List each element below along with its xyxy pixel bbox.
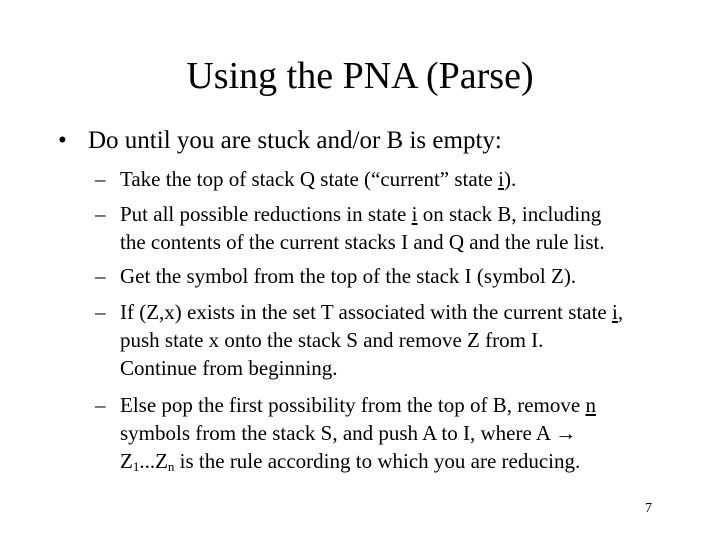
sub-bullet-4-text: [120, 298, 710, 382]
page-number: 7: [645, 501, 652, 516]
text-run: If (Z,x) exists in the set T associated with the current state: [120, 300, 613, 324]
state-i-underlined: i: [411, 202, 418, 226]
subscript-1: 1: [132, 459, 140, 474]
text-line: Continue from beginning.: [120, 356, 338, 380]
text-line: Get the symbol from the top of the stack I (symbol Z).: [120, 264, 577, 288]
bullet-marker: •: [58, 127, 67, 154]
slide-title: Using the PNA (Parse): [186, 55, 534, 97]
text-line: push state x onto the stack S and remove Z from I.: [120, 328, 544, 352]
text-run: Z: [120, 449, 133, 473]
sub-bullet-5-text: [120, 391, 710, 475]
text-run: ).: [503, 167, 517, 191]
dash-marker: –: [95, 202, 106, 226]
dash-marker: –: [95, 393, 106, 417]
dash-marker: –: [95, 167, 106, 191]
text-line: the contents of the current stacks I and Q and the rule list.: [120, 230, 605, 254]
sub-bullet-3-text: [120, 262, 710, 290]
text-run: Put all possible reductions in state: [120, 202, 412, 226]
main-bullet-text: Do until you are stuck and/or B is empty:: [88, 127, 502, 154]
text-run: is the rule according to which you are reducing.: [174, 449, 581, 473]
text-run: Take the top of stack Q state (“current” state: [120, 167, 499, 191]
dash-marker: –: [95, 300, 106, 324]
state-i-underlined: i: [612, 300, 618, 324]
text-run: ...Z: [139, 449, 168, 473]
text-run: Else pop the first possibility from the top of B, remove: [120, 393, 586, 417]
subscript-n: n: [167, 459, 175, 474]
text-run: on stack B, including: [417, 202, 602, 226]
right-arrow-icon: →: [555, 421, 577, 445]
state-i-underlined: i: [498, 167, 504, 191]
sub-bullet-1-text: [120, 165, 710, 193]
text-run: symbols from the stack S, and push A to I, where A: [120, 421, 556, 445]
dash-marker: –: [95, 264, 106, 288]
n-underlined: n: [585, 393, 596, 417]
text-run: ,: [617, 300, 624, 324]
sub-bullet-2-text: [120, 200, 710, 256]
